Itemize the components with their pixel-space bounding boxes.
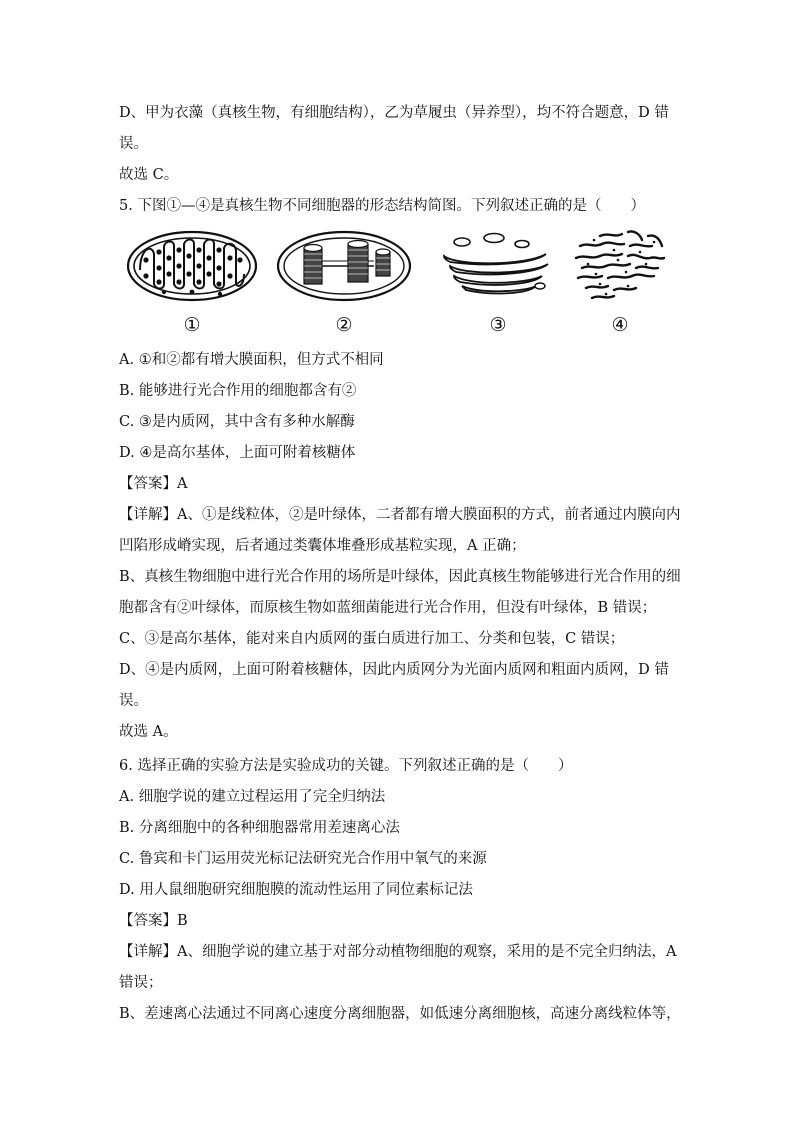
question-5-option-d: D. ④是高尔基体，上面可附着核糖体 — [119, 445, 356, 461]
golgi-icon — [436, 228, 556, 308]
text-line: 误。 — [119, 136, 148, 152]
question-6-option-a: A. 细胞学说的建立过程运用了完全归纳法 — [119, 789, 386, 805]
figure-label-4: ④ — [611, 314, 629, 336]
question-5-answer: 【答案】A — [119, 476, 188, 492]
mitochondrion-diagram — [124, 228, 264, 340]
text-line: B、差速离心法通过不同离心速度分离细胞器，如低速分离细胞核，高速分离线粒体等， — [119, 1006, 681, 1022]
text-line: 误。 — [119, 693, 148, 709]
text-line: 故选 A。 — [119, 724, 178, 740]
figure-label-2: ② — [335, 314, 353, 336]
text-line: 【详解】A、细胞学说的建立基于对部分动植物细胞的观察，采用的是不完全归纳法，A — [119, 944, 677, 960]
question-5-stem: 5. 下图①—④是真核生物不同细胞器的形态结构简图。下列叙述正确的是（ ） — [119, 198, 645, 214]
question-5-option-c: C. ③是内质网，其中含有多种水解酶 — [119, 414, 355, 430]
text-line: 凹陷形成嵴实现，后者通过类囊体堆叠形成基粒实现，A 正确； — [119, 538, 526, 554]
question-6-option-c: C. 鲁宾和卡门运用荧光标记法研究光合作用中氧气的来源 — [119, 851, 487, 867]
question-6-answer: 【答案】B — [119, 913, 188, 929]
endoplasmic-reticulum-icon — [570, 228, 670, 308]
chloroplast-icon — [274, 228, 414, 308]
mitochondrion-icon — [124, 228, 264, 308]
text-line: C、③是高尔基体，能对来自内质网的蛋白质进行加工、分类和包装，C 错误； — [119, 631, 625, 647]
golgi-diagram — [436, 228, 556, 340]
question-5-option-b: B. 能够进行光合作用的细胞都含有② — [119, 383, 357, 399]
text-line: 【详解】A、①是线粒体，②是叶绿体，二者都有增大膜面积的方式，前者通过内膜向内 — [119, 507, 681, 523]
text-line: D、④是内质网，上面可附着核糖体，因此内质网分为光面内质网和粗面内质网，D 错 — [119, 662, 669, 678]
endoplasmic-reticulum-diagram — [570, 228, 670, 340]
question-6-option-b: B. 分离细胞中的各种细胞器常用差速离心法 — [119, 820, 400, 836]
text-line: D、甲为衣藻（真核生物，有细胞结构），乙为草履虫（异养型），均不符合题意，D 错 — [119, 105, 669, 121]
question-6-stem: 6. 选择正确的实验方法是实验成功的关键。下列叙述正确的是（ ） — [119, 758, 573, 774]
text-line: B、真核生物细胞中进行光合作用的场所是叶绿体，因此真核生物能够进行光合作用的细 — [119, 569, 681, 585]
figure-label-1: ① — [183, 314, 201, 336]
text-line: 胞都含有②叶绿体，而原核生物如蓝细菌能进行光合作用，但没有叶绿体，B 错误； — [119, 600, 657, 616]
chloroplast-diagram — [274, 228, 414, 340]
text-line: 错误； — [119, 975, 163, 991]
organelle-figure — [124, 228, 669, 340]
question-6-option-d: D. 用人鼠细胞研究细胞膜的流动性运用了同位素标记法 — [119, 882, 473, 898]
figure-label-3: ③ — [489, 314, 507, 336]
text-line: 故选 C。 — [119, 167, 179, 183]
question-5-option-a: A. ①和②都有增大膜面积，但方式不相同 — [119, 352, 384, 368]
